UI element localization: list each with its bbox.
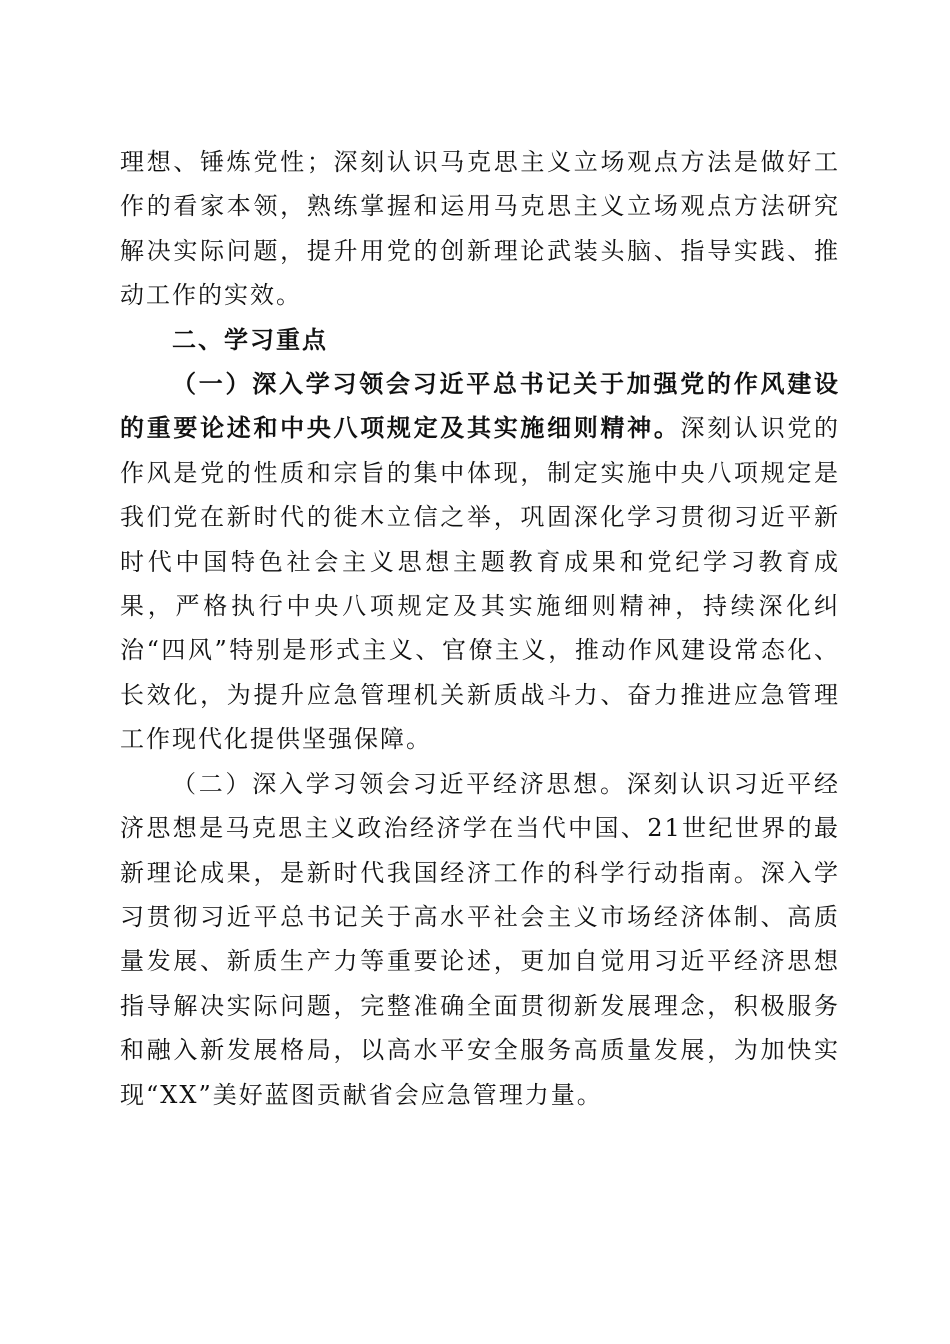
item-1-paragraph xyxy=(120,362,840,762)
item-1-body: 深刻认识党的作风是党的性质和宗旨的集中体现，制定实施中央八项规定是我们党在新时代的徙木立信之举，巩固深化学习贯彻习近平新时代中国特色社会主义思想主题教育成果和党纪学习教育成果，严格执行中央八项规定及其实施细则精神，持续深化纠治“四风”特别是形式主义、官僚主义，推动作风建设常态化、长效化，为提升应急管理机关新质战斗力、奋力推进应急管理工作现代化提供坚强保障。 xyxy=(120,414,841,754)
item-2-body: 深刻认识习近平经济思想是马克思主义政治经济学在当代中国、21世纪世界的最新理论成果，是新时代我国经济工作的科学行动指南。深入学习贯彻习近平总书记关于高水平社会主义市场经济体制、高质量发展、新质生产力等重要论述，更加自觉用习近平经济思想指导解决实际问题，完整准确全面贯彻新发展理念，积极服务和融入新发展格局，以高水平安全服务高质量发展，为加快实现“XX”美好蓝图贡献省会应急管理力量。 xyxy=(120,769,840,1109)
paragraph-continued: 理想、锤炼党性；深刻认识马克思主义立场观点方法是做好工作的看家本领，熟练掌握和运用马克思主义立场观点方法研究解决实际问题，提升用党的创新理论武装头脑、指导实践、推动工作的实效。 xyxy=(120,148,840,310)
item-1-title: （一）深入学习领会习近平总书记关于加强党的作风建设的重要论述和中央八项规定及其实施细则精神。 xyxy=(120,369,840,443)
section-heading: 二、学习重点 xyxy=(172,324,328,354)
item-2-paragraph xyxy=(120,762,840,1117)
document-body xyxy=(120,140,840,1117)
item-2-title: （二）深入学习领会习近平经济思想。 xyxy=(172,769,627,798)
